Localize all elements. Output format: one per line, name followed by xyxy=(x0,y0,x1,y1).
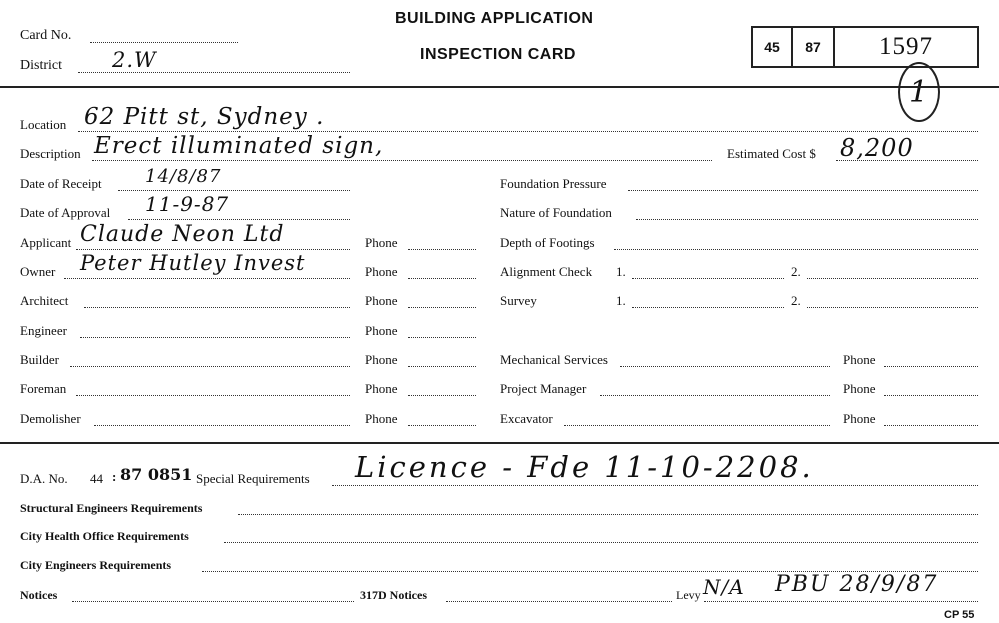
notices-line xyxy=(72,601,354,602)
survey-1-label: 1. xyxy=(616,293,626,308)
builder-line xyxy=(70,366,350,367)
circled-mark: 1 xyxy=(898,62,940,122)
header-divider xyxy=(0,86,999,88)
mechanical-services-phone-label: Phone xyxy=(843,352,876,367)
demolisher-phone-line xyxy=(408,425,476,426)
special-requirements-label: Special Requirements xyxy=(196,471,310,486)
notices-317d-line xyxy=(446,601,672,602)
da-no-label: D.A. No. xyxy=(20,471,68,486)
levy-note: PBU 28/9/87 xyxy=(775,572,939,597)
owner-phone-line xyxy=(408,278,476,279)
card-number-box: 1597 xyxy=(833,26,979,68)
foundation-pressure-line xyxy=(628,190,978,191)
architect-phone-line xyxy=(408,307,476,308)
owner-label: Owner xyxy=(20,264,56,279)
foreman-phone-label: Phone xyxy=(365,381,398,396)
demolisher-line xyxy=(94,425,350,426)
location-label: Location xyxy=(20,117,67,132)
engineer-line xyxy=(80,337,350,338)
applicant-label: Applicant xyxy=(20,235,72,250)
district-value: 2.W xyxy=(112,48,157,72)
architect-phone-label: Phone xyxy=(365,293,398,308)
excavator-line xyxy=(564,425,830,426)
description-value: Erect illuminated sign, xyxy=(94,133,384,159)
foreman-phone-line xyxy=(408,395,476,396)
engineer-phone-line xyxy=(408,337,476,338)
middle-divider xyxy=(0,442,999,444)
form-code: CP 55 xyxy=(944,609,975,621)
card-no-line xyxy=(90,42,238,43)
mechanical-services-line xyxy=(620,366,830,367)
foundation-pressure-label: Foundation Pressure xyxy=(500,176,607,191)
demolisher-label: Demolisher xyxy=(20,411,81,426)
project-manager-label: Project Manager xyxy=(500,381,587,396)
estimated-cost-value: 8,200 xyxy=(840,134,914,162)
date-of-receipt-label: Date of Receipt xyxy=(20,176,102,191)
applicant-value: Claude Neon Ltd xyxy=(80,222,285,247)
date-of-receipt-value: 14/8/87 xyxy=(145,166,222,187)
owner-phone-label: Phone xyxy=(365,264,398,279)
district-label: District xyxy=(20,58,62,73)
alignment-check-label: Alignment Check xyxy=(500,264,593,279)
structural-engineers-label: Structural Engineers Requirements xyxy=(20,501,203,515)
description-line xyxy=(92,160,712,161)
mechanical-services-label: Mechanical Services xyxy=(500,352,608,367)
foreman-line xyxy=(76,395,350,396)
levy-line xyxy=(704,601,978,602)
engineer-label: Engineer xyxy=(20,323,67,338)
estimated-cost-label: Estimated Cost $ xyxy=(727,146,816,161)
da-colon: : xyxy=(112,469,117,484)
alignment-check-1-line xyxy=(632,278,784,279)
da-number-value: 87 0851 xyxy=(120,465,193,484)
district-line xyxy=(78,72,350,73)
nature-of-foundation-label: Nature of Foundation xyxy=(500,205,612,220)
box-a: 45 xyxy=(751,26,793,68)
city-health-label: City Health Office Requirements xyxy=(20,529,189,543)
owner-line xyxy=(64,278,350,279)
alignment-check-1-label: 1. xyxy=(616,264,626,279)
alignment-check-2-line xyxy=(807,278,978,279)
survey-2-label: 2. xyxy=(791,293,801,308)
builder-phone-label: Phone xyxy=(365,352,398,367)
survey-label: Survey xyxy=(500,293,537,308)
architect-label: Architect xyxy=(20,293,69,308)
nature-of-foundation-line xyxy=(636,219,978,220)
card-title-line1: BUILDING APPLICATION xyxy=(395,10,594,27)
applicant-phone-line xyxy=(408,249,476,250)
depth-of-footings-line xyxy=(614,249,978,250)
box-b: 87 xyxy=(791,26,835,68)
date-of-receipt-line xyxy=(118,190,350,191)
architect-line xyxy=(84,307,350,308)
date-of-approval-value: 11-9-87 xyxy=(145,192,230,216)
city-health-line xyxy=(224,542,978,543)
location-value: 62 Pitt st, Sydney . xyxy=(84,104,325,130)
foreman-label: Foreman xyxy=(20,381,67,396)
demolisher-phone-label: Phone xyxy=(365,411,398,426)
date-of-approval-line xyxy=(128,219,350,220)
depth-of-footings-label: Depth of Footings xyxy=(500,235,595,250)
notices-label: Notices xyxy=(20,588,58,602)
card-title-line2: INSPECTION CARD xyxy=(420,46,576,63)
builder-label: Builder xyxy=(20,352,59,367)
location-line xyxy=(78,131,978,132)
description-label: Description xyxy=(20,146,81,161)
levy-value: N/A xyxy=(703,575,745,599)
survey-1-line xyxy=(632,307,784,308)
engineer-phone-label: Phone xyxy=(365,323,398,338)
structural-engineers-line xyxy=(238,514,978,515)
notices-317d-label: 317D Notices xyxy=(360,588,427,602)
date-of-approval-label: Date of Approval xyxy=(20,205,111,220)
applicant-line xyxy=(76,249,350,250)
applicant-phone-label: Phone xyxy=(365,235,398,250)
card-no-label: Card No. xyxy=(20,28,72,43)
project-manager-phone-label: Phone xyxy=(843,381,876,396)
alignment-check-2-label: 2. xyxy=(791,264,801,279)
mechanical-services-phone-line xyxy=(884,366,978,367)
builder-phone-line xyxy=(408,366,476,367)
project-manager-line xyxy=(600,395,830,396)
da-prefix: 44 xyxy=(90,471,103,486)
excavator-label: Excavator xyxy=(500,411,553,426)
special-requirements-line xyxy=(332,485,978,486)
city-engineers-label: City Engineers Requirements xyxy=(20,558,172,572)
project-manager-phone-line xyxy=(884,395,978,396)
special-requirements-value: Licence - Fde 11-10-2208. xyxy=(355,450,814,484)
levy-label: Levy xyxy=(676,588,701,602)
owner-value: Peter Hutley Invest xyxy=(80,251,306,275)
survey-2-line xyxy=(807,307,978,308)
excavator-phone-label: Phone xyxy=(843,411,876,426)
excavator-phone-line xyxy=(884,425,978,426)
